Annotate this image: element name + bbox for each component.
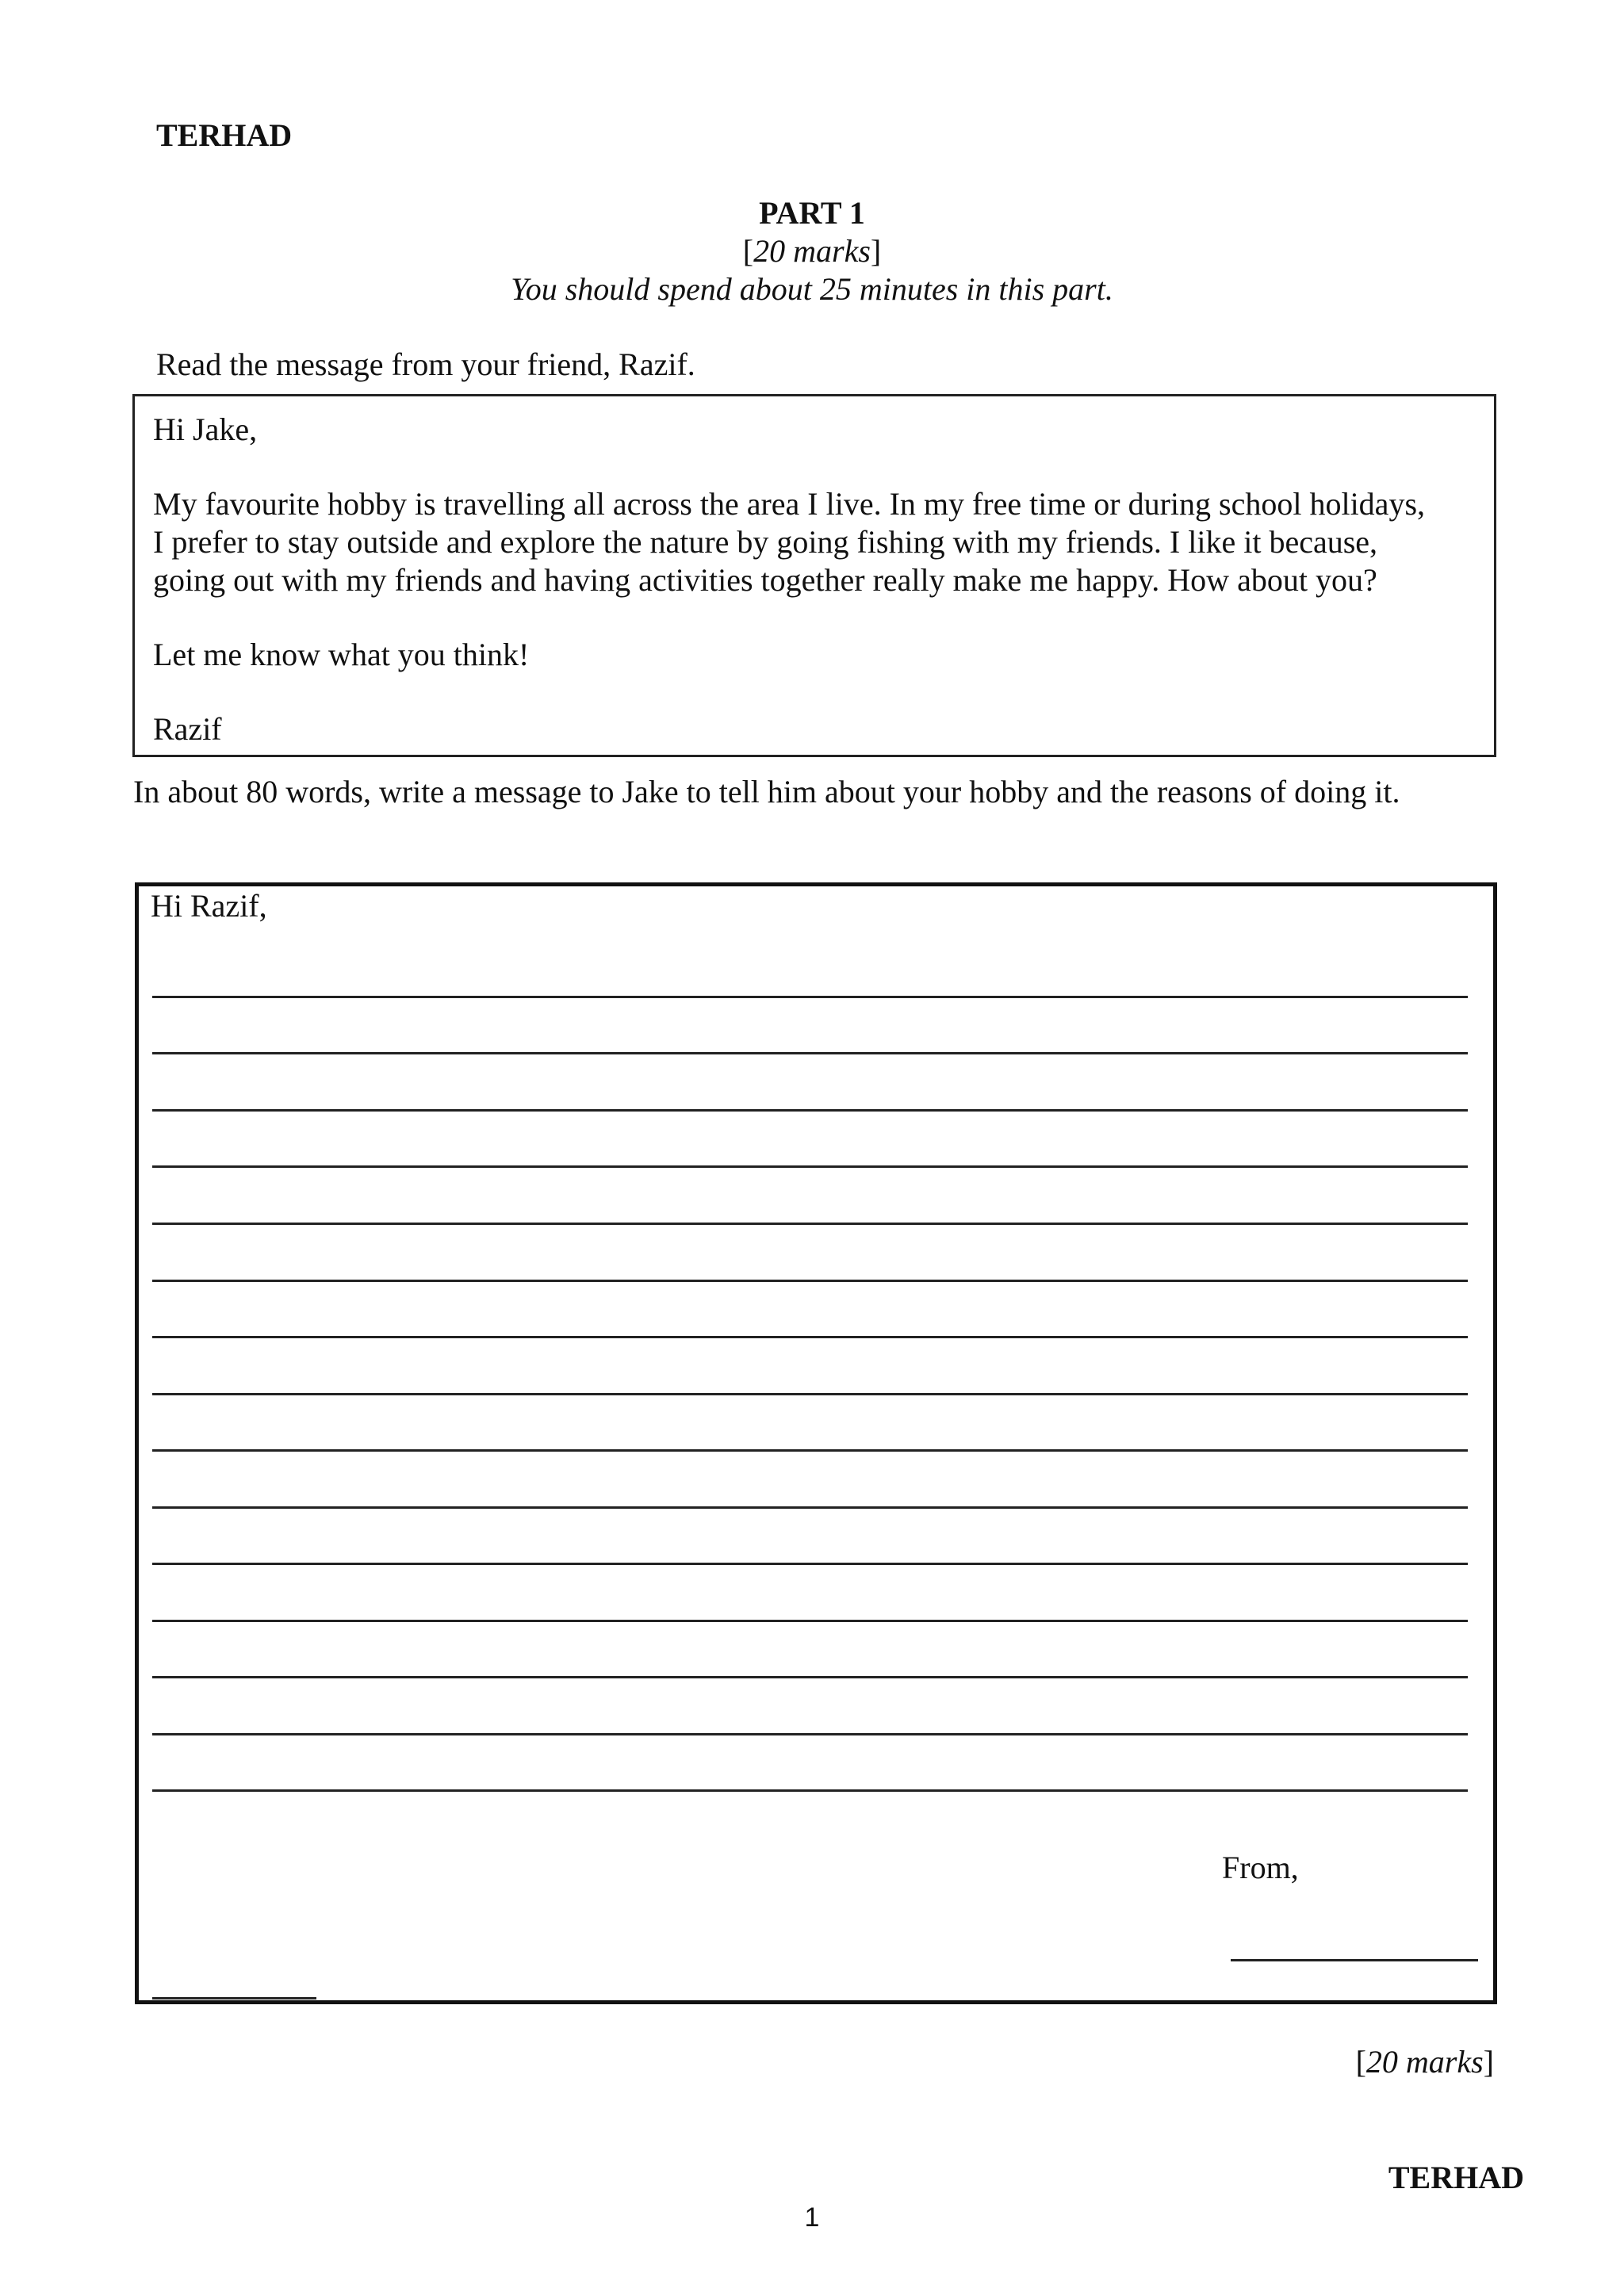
- writing-line[interactable]: [152, 1109, 1468, 1112]
- task-instruction: In about 80 words, write a message to Jake to tell him about your hobby and the reasons of doing it.: [133, 774, 1400, 809]
- bottom-left-line: [152, 1997, 316, 1999]
- writing-line[interactable]: [152, 1789, 1468, 1792]
- writing-line[interactable]: [152, 1280, 1468, 1282]
- writing-line[interactable]: [152, 1676, 1468, 1678]
- writing-line[interactable]: [152, 1449, 1468, 1452]
- friend-message-greeting: Hi Jake,: [153, 411, 258, 447]
- marks-footer: [20 marks]: [1355, 2044, 1494, 2080]
- writing-line[interactable]: [152, 1506, 1468, 1509]
- part-marks: [20 marks]: [742, 233, 882, 269]
- writing-line[interactable]: [152, 996, 1468, 998]
- answer-box: [135, 882, 1497, 2004]
- writing-line[interactable]: [152, 1336, 1468, 1338]
- writing-line[interactable]: [152, 1052, 1468, 1054]
- signature-line[interactable]: [1231, 1959, 1478, 1961]
- writing-line[interactable]: [152, 1393, 1468, 1395]
- friend-message-closing: Let me know what you think!: [153, 637, 530, 672]
- friend-message-line: going out with my friends and having activities together really make me happy. How about you?: [153, 562, 1377, 598]
- header-classification: TERHAD: [156, 117, 293, 153]
- writing-line[interactable]: [152, 1165, 1468, 1168]
- writing-line[interactable]: [152, 1563, 1468, 1565]
- page-number: 1: [804, 2202, 820, 2233]
- footer-classification: TERHAD: [1388, 2160, 1524, 2195]
- writing-line[interactable]: [152, 1733, 1468, 1735]
- answer-from-label: From,: [1222, 1850, 1299, 1885]
- prompt-intro: Read the message from your friend, Razif.: [156, 346, 695, 382]
- writing-line[interactable]: [152, 1223, 1468, 1225]
- answer-greeting: Hi Razif,: [151, 888, 267, 924]
- friend-message-line: My favourite hobby is travelling all across the area I live. In my free time or during school holidays,: [153, 486, 1426, 522]
- friend-message-line: I prefer to stay outside and explore the nature by going fishing with my friends. I like it because,: [153, 524, 1378, 560]
- part-title: PART 1: [759, 195, 865, 231]
- part-instruction: You should spend about 25 minutes in this part.: [511, 271, 1113, 307]
- friend-message-signature: Razif: [153, 711, 222, 747]
- writing-line[interactable]: [152, 1620, 1468, 1622]
